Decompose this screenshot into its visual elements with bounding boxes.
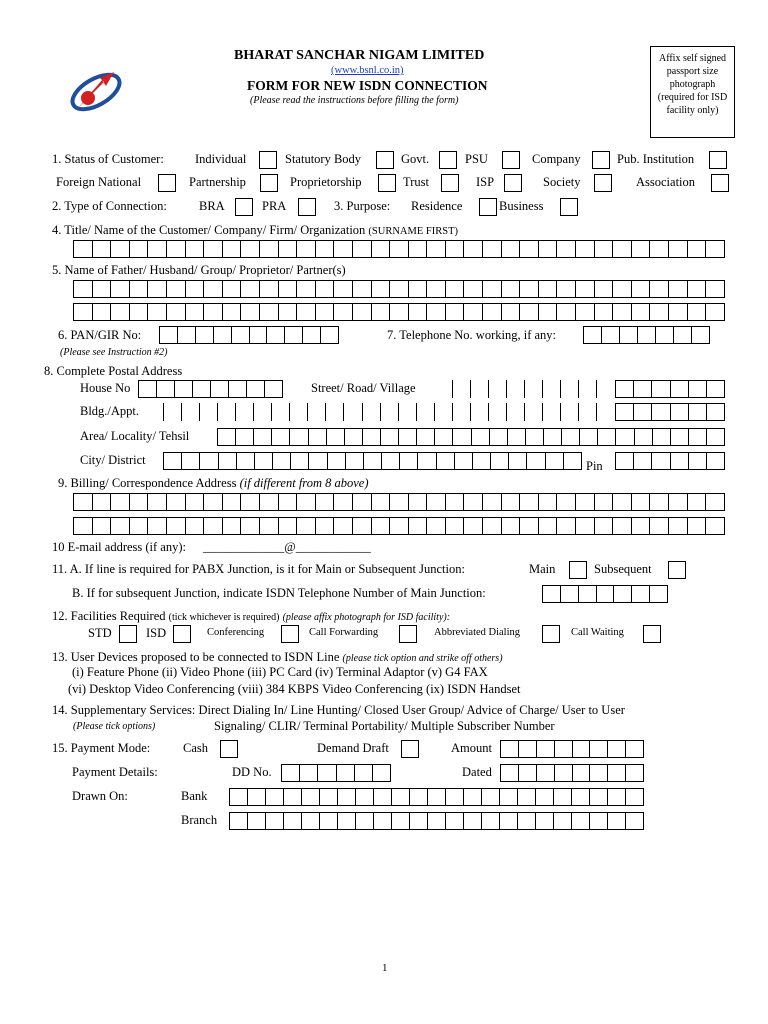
q2-label: 2. Type of Connection: [52, 199, 167, 213]
cb-bra[interactable] [235, 198, 253, 216]
opt-individual: Individual [195, 152, 247, 166]
q13-options-1[interactable]: (i) Feature Phone (ii) Video Phone (iii) PC Card (iv) Terminal Adaptor (v) G4 FAX [72, 665, 488, 679]
opt-company: Company [532, 152, 581, 166]
cb-trust[interactable] [441, 174, 459, 192]
cb-pra[interactable] [298, 198, 316, 216]
q11a-label: 11. A. If line is required for PABX Junction, is it for Main or Subsequent Junction: [52, 562, 465, 576]
photo-box-text: Affix self signed passport size photograph (required for ISD facility only) [657, 53, 728, 116]
opt-partnership: Partnership [189, 175, 246, 189]
cb-association[interactable] [711, 174, 729, 192]
cb-demand-draft[interactable] [401, 740, 419, 758]
q14-label: 14. Supplementary Services: Direct Dialing In/ Line Hunting/ Closed User Group/ Advice of Charge/ User to User [52, 703, 625, 717]
opt-conferencing: Conferencing [207, 627, 265, 638]
cb-isd[interactable] [173, 625, 191, 643]
ddno-label: DD No. [232, 765, 272, 779]
cb-business[interactable] [560, 198, 578, 216]
q3-label: 3. Purpose: [334, 199, 391, 213]
opt-call-forwarding: Call Forwarding [309, 627, 379, 638]
area-label: Area/ Locality/ Tehsil [80, 429, 190, 443]
opt-pra: PRA [262, 199, 287, 213]
bldg-boxes[interactable] [615, 403, 725, 421]
ddno-boxes[interactable] [281, 764, 391, 782]
city-label: City/ District [80, 453, 146, 467]
payment-details-label: Payment Details: [72, 765, 158, 779]
father-boxes-2[interactable] [73, 303, 725, 321]
q1-label: 1. Status of Customer: [52, 152, 164, 166]
opt-psu: PSU [465, 152, 488, 166]
bldg-ticks[interactable] [163, 403, 614, 421]
company-name: BHARAT SANCHAR NIGAM LIMITED [234, 48, 485, 63]
q4-label [52, 223, 458, 238]
q13-note: (please tick option and strike off others) [342, 653, 503, 664]
q7-label: 7. Telephone No. working, if any: [387, 328, 557, 342]
q12-label-text: 12. Facilities Required [52, 609, 166, 623]
opt-govt: Govt. [401, 152, 430, 166]
bldg-label: Bldg./Appt. [80, 404, 140, 418]
q8-label: 8. Complete Postal Address [44, 364, 183, 378]
cb-statutory[interactable] [376, 151, 394, 169]
opt-main: Main [529, 562, 556, 576]
opt-call-waiting: Call Waiting [571, 627, 624, 638]
q12-label [52, 609, 450, 624]
q11b-label: B. If for subsequent Junction, indicate ISDN Telephone Number of Main Junction: [72, 586, 486, 600]
q12-note1: (tick whichever is required) [168, 612, 280, 623]
opt-residence: Residence [411, 199, 463, 213]
bank-label: Bank [181, 789, 208, 803]
q14-note: (Please tick options) [73, 721, 156, 732]
q13-label-text: 13. User Devices proposed to be connected to ISDN Line [52, 650, 340, 664]
cb-psu[interactable] [502, 151, 520, 169]
dated-label: Dated [462, 765, 492, 779]
cb-residence[interactable] [479, 198, 497, 216]
q9-label-text: 9. Billing/ Correspondence Address [58, 476, 237, 490]
cb-subsequent[interactable] [668, 561, 686, 579]
opt-foreign: Foreign National [56, 175, 142, 189]
opt-isd: ISD [146, 626, 167, 640]
cb-isp[interactable] [504, 174, 522, 192]
q9-note: (if different from 8 above) [239, 476, 369, 490]
website-link[interactable]: (www.bsnl.co.in) [331, 65, 404, 76]
opt-bra: BRA [199, 199, 225, 213]
opt-isp: ISP [476, 175, 495, 189]
cb-proprietorship[interactable] [378, 174, 396, 192]
area-boxes[interactable] [217, 428, 725, 446]
pin-label: Pin [586, 459, 603, 473]
opt-abbreviated-dialing: Abbreviated Dialing [434, 627, 521, 638]
instruction-note: (Please read the instructions before filling the form) [250, 95, 459, 106]
opt-demand-draft: Demand Draft [317, 741, 389, 755]
opt-business: Business [499, 199, 544, 213]
cb-conferencing[interactable] [281, 625, 299, 643]
q15-label: 15. Payment Mode: [52, 741, 151, 755]
city-boxes[interactable] [163, 452, 582, 470]
cb-foreign[interactable] [158, 174, 176, 192]
opt-std: STD [88, 626, 112, 640]
opt-subsequent: Subsequent [594, 562, 652, 576]
q12-note2: (please affix photograph for ISD facility): [282, 612, 451, 623]
cb-individual[interactable] [259, 151, 277, 169]
q10-label: 10 E-mail address (if any): [52, 540, 186, 554]
opt-trust: Trust [403, 175, 429, 189]
cb-company[interactable] [592, 151, 610, 169]
street-ticks[interactable] [452, 380, 614, 398]
opt-statutory: Statutory Body [285, 152, 362, 166]
q4-note: (SURNAME FIRST) [368, 226, 458, 237]
branch-label: Branch [181, 813, 218, 827]
main-junction-boxes[interactable] [542, 585, 668, 603]
dated-boxes[interactable] [500, 764, 644, 782]
q13-label [52, 650, 503, 665]
branch-boxes[interactable] [229, 812, 644, 830]
q6-note: (Please see Instruction #2) [60, 347, 168, 358]
father-boxes-1[interactable] [73, 280, 725, 298]
page-number: 1 [382, 962, 388, 974]
house-label: House No [80, 381, 131, 395]
bsnl-logo [66, 64, 128, 116]
bank-boxes[interactable] [229, 788, 644, 806]
cb-std[interactable] [119, 625, 137, 643]
q4-label-text: 4. Title/ Name of the Customer/ Company/ Firm/ Organization [52, 223, 366, 237]
opt-cash: Cash [183, 741, 208, 755]
pan-boxes[interactable] [159, 326, 339, 344]
q6-label: 6. PAN/GIR No: [58, 328, 142, 342]
opt-pub-institution: Pub. Institution [617, 152, 695, 166]
cb-partnership[interactable] [260, 174, 278, 192]
cb-society[interactable] [594, 174, 612, 192]
cb-abbreviated-dialing[interactable] [542, 625, 560, 643]
cb-cash[interactable] [220, 740, 238, 758]
opt-society: Society [543, 175, 581, 189]
cb-main[interactable] [569, 561, 587, 579]
telephone-boxes[interactable] [583, 326, 710, 344]
cb-call-waiting[interactable] [643, 625, 661, 643]
cb-call-forwarding[interactable] [399, 625, 417, 643]
opt-proprietorship: Proprietorship [290, 175, 362, 189]
q13-options-2[interactable]: (vi) Desktop Video Conferencing (viii) 384 KBPS Video Conferencing (ix) ISDN Handset [68, 682, 521, 696]
billing-boxes-2[interactable] [73, 517, 725, 535]
street-label: Street/ Road/ Village [311, 381, 416, 395]
amount-label: Amount [451, 741, 492, 755]
pin-boxes[interactable] [615, 452, 725, 470]
cb-govt[interactable] [439, 151, 457, 169]
name-boxes[interactable] [73, 240, 725, 258]
billing-boxes-1[interactable] [73, 493, 725, 511]
q14-line2[interactable]: Signaling/ CLIR/ Terminal Portability/ Multiple Subscriber Number [214, 719, 555, 733]
email-field[interactable]: _____________@____________ [203, 540, 371, 554]
house-boxes[interactable] [138, 380, 283, 398]
cb-pub-institution[interactable] [709, 151, 727, 169]
q5-label: 5. Name of Father/ Husband/ Group/ Proprietor/ Partner(s) [52, 263, 346, 277]
street-boxes[interactable] [615, 380, 725, 398]
form-title: FORM FOR NEW ISDN CONNECTION [247, 78, 488, 93]
drawn-on-label: Drawn On: [72, 789, 128, 803]
photo-box [650, 46, 735, 138]
amount-boxes[interactable] [500, 740, 644, 758]
q9-label [58, 476, 368, 491]
opt-association: Association [636, 175, 696, 189]
